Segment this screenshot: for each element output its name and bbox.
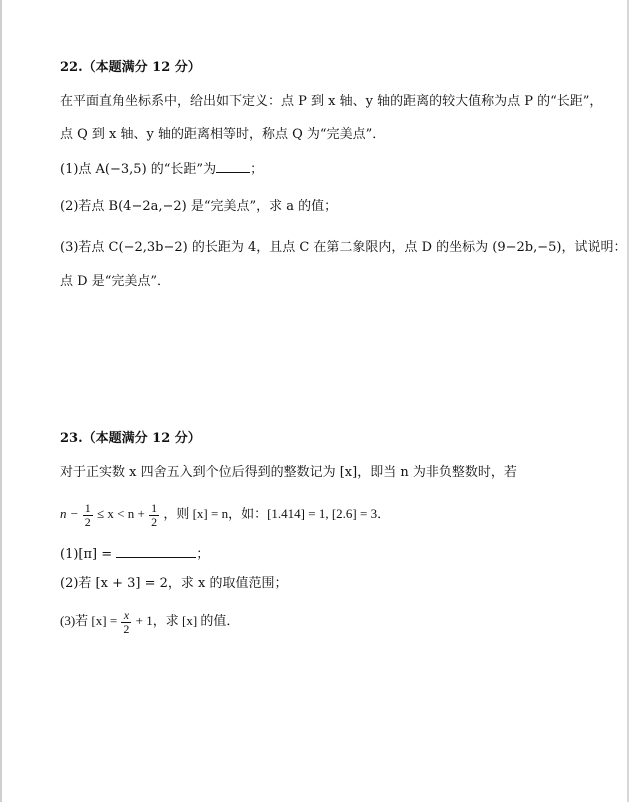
q23-cond-frac-right [149, 502, 159, 529]
q23-part3-frac [121, 609, 131, 636]
q22-part2: (2)若点 B(4−2a,−2) 是“完美点”，求 a 的值； [60, 199, 338, 214]
q22-part3-line2: 点 D 是“完美点”． [60, 274, 170, 289]
frac-numerator: 1 [84, 500, 91, 515]
q22-part1-prefix: (1)点 A(−3,5) 的“长距”为 [60, 162, 217, 177]
q22-intro-line1: 在平面直角坐标系中，给出如下定义：点 P 到 x 轴、y 轴的距离的较大值称为点 P 的“长距”， [60, 94, 603, 109]
q23-part1-answer-blank[interactable] [116, 545, 196, 558]
q23-part3 [60, 606, 239, 636]
q23-part1-prefix: (1)[π] = [60, 547, 113, 562]
q23-part1-suffix: ； [196, 547, 210, 562]
q23-condition [60, 499, 390, 529]
q23-part3-prefix: (3)若 [x] = [60, 613, 118, 628]
q22-intro-line2: 点 Q 到 x 轴、y 轴的距离相等时，称点 Q 为“完美点”． [60, 127, 386, 142]
q23-header: 23.（本题满分 12 分） [60, 431, 201, 446]
frac-denominator: 2 [151, 514, 158, 529]
q23-cond-right: ，则 [x] = n，如：[1.414] = 1, [2.6] = 3． [163, 506, 391, 521]
page-left-edge [0, 0, 2, 802]
q23-intro-line1: 对于正实数 x 四舍五入到个位后得到的整数记为 [x]，即当 n 为非负整数时，若 [60, 465, 517, 480]
q22-header: 22.（本题满分 12 分） [60, 60, 201, 75]
q22-part1-answer-blank[interactable] [216, 160, 250, 173]
q23-cond-mid: ≤ x < n + [97, 506, 145, 521]
q22-part3-line1: (3)若点 C(−2,3b−2) 的长距为 4，且点 C 在第二象限内，点 D 的坐标为 (9−2b,−5)，试说明： [60, 240, 627, 255]
q22-part1 [60, 160, 263, 178]
q23-cond-frac-left [83, 502, 93, 529]
frac-numerator: 1 [151, 500, 158, 515]
frac-denominator: 2 [84, 514, 91, 529]
q23-part1 [60, 545, 209, 563]
frac-denominator: 2 [123, 621, 130, 636]
q22-part1-suffix: ； [250, 162, 264, 177]
q23-part2: (2)若 [x + 3] = 2，求 x 的取值范围； [60, 576, 288, 591]
q23-part3-suffix: + 1，求 [x] 的值． [135, 613, 240, 628]
frac-numerator: x [121, 609, 131, 623]
q23-cond-left: n − [60, 506, 79, 521]
